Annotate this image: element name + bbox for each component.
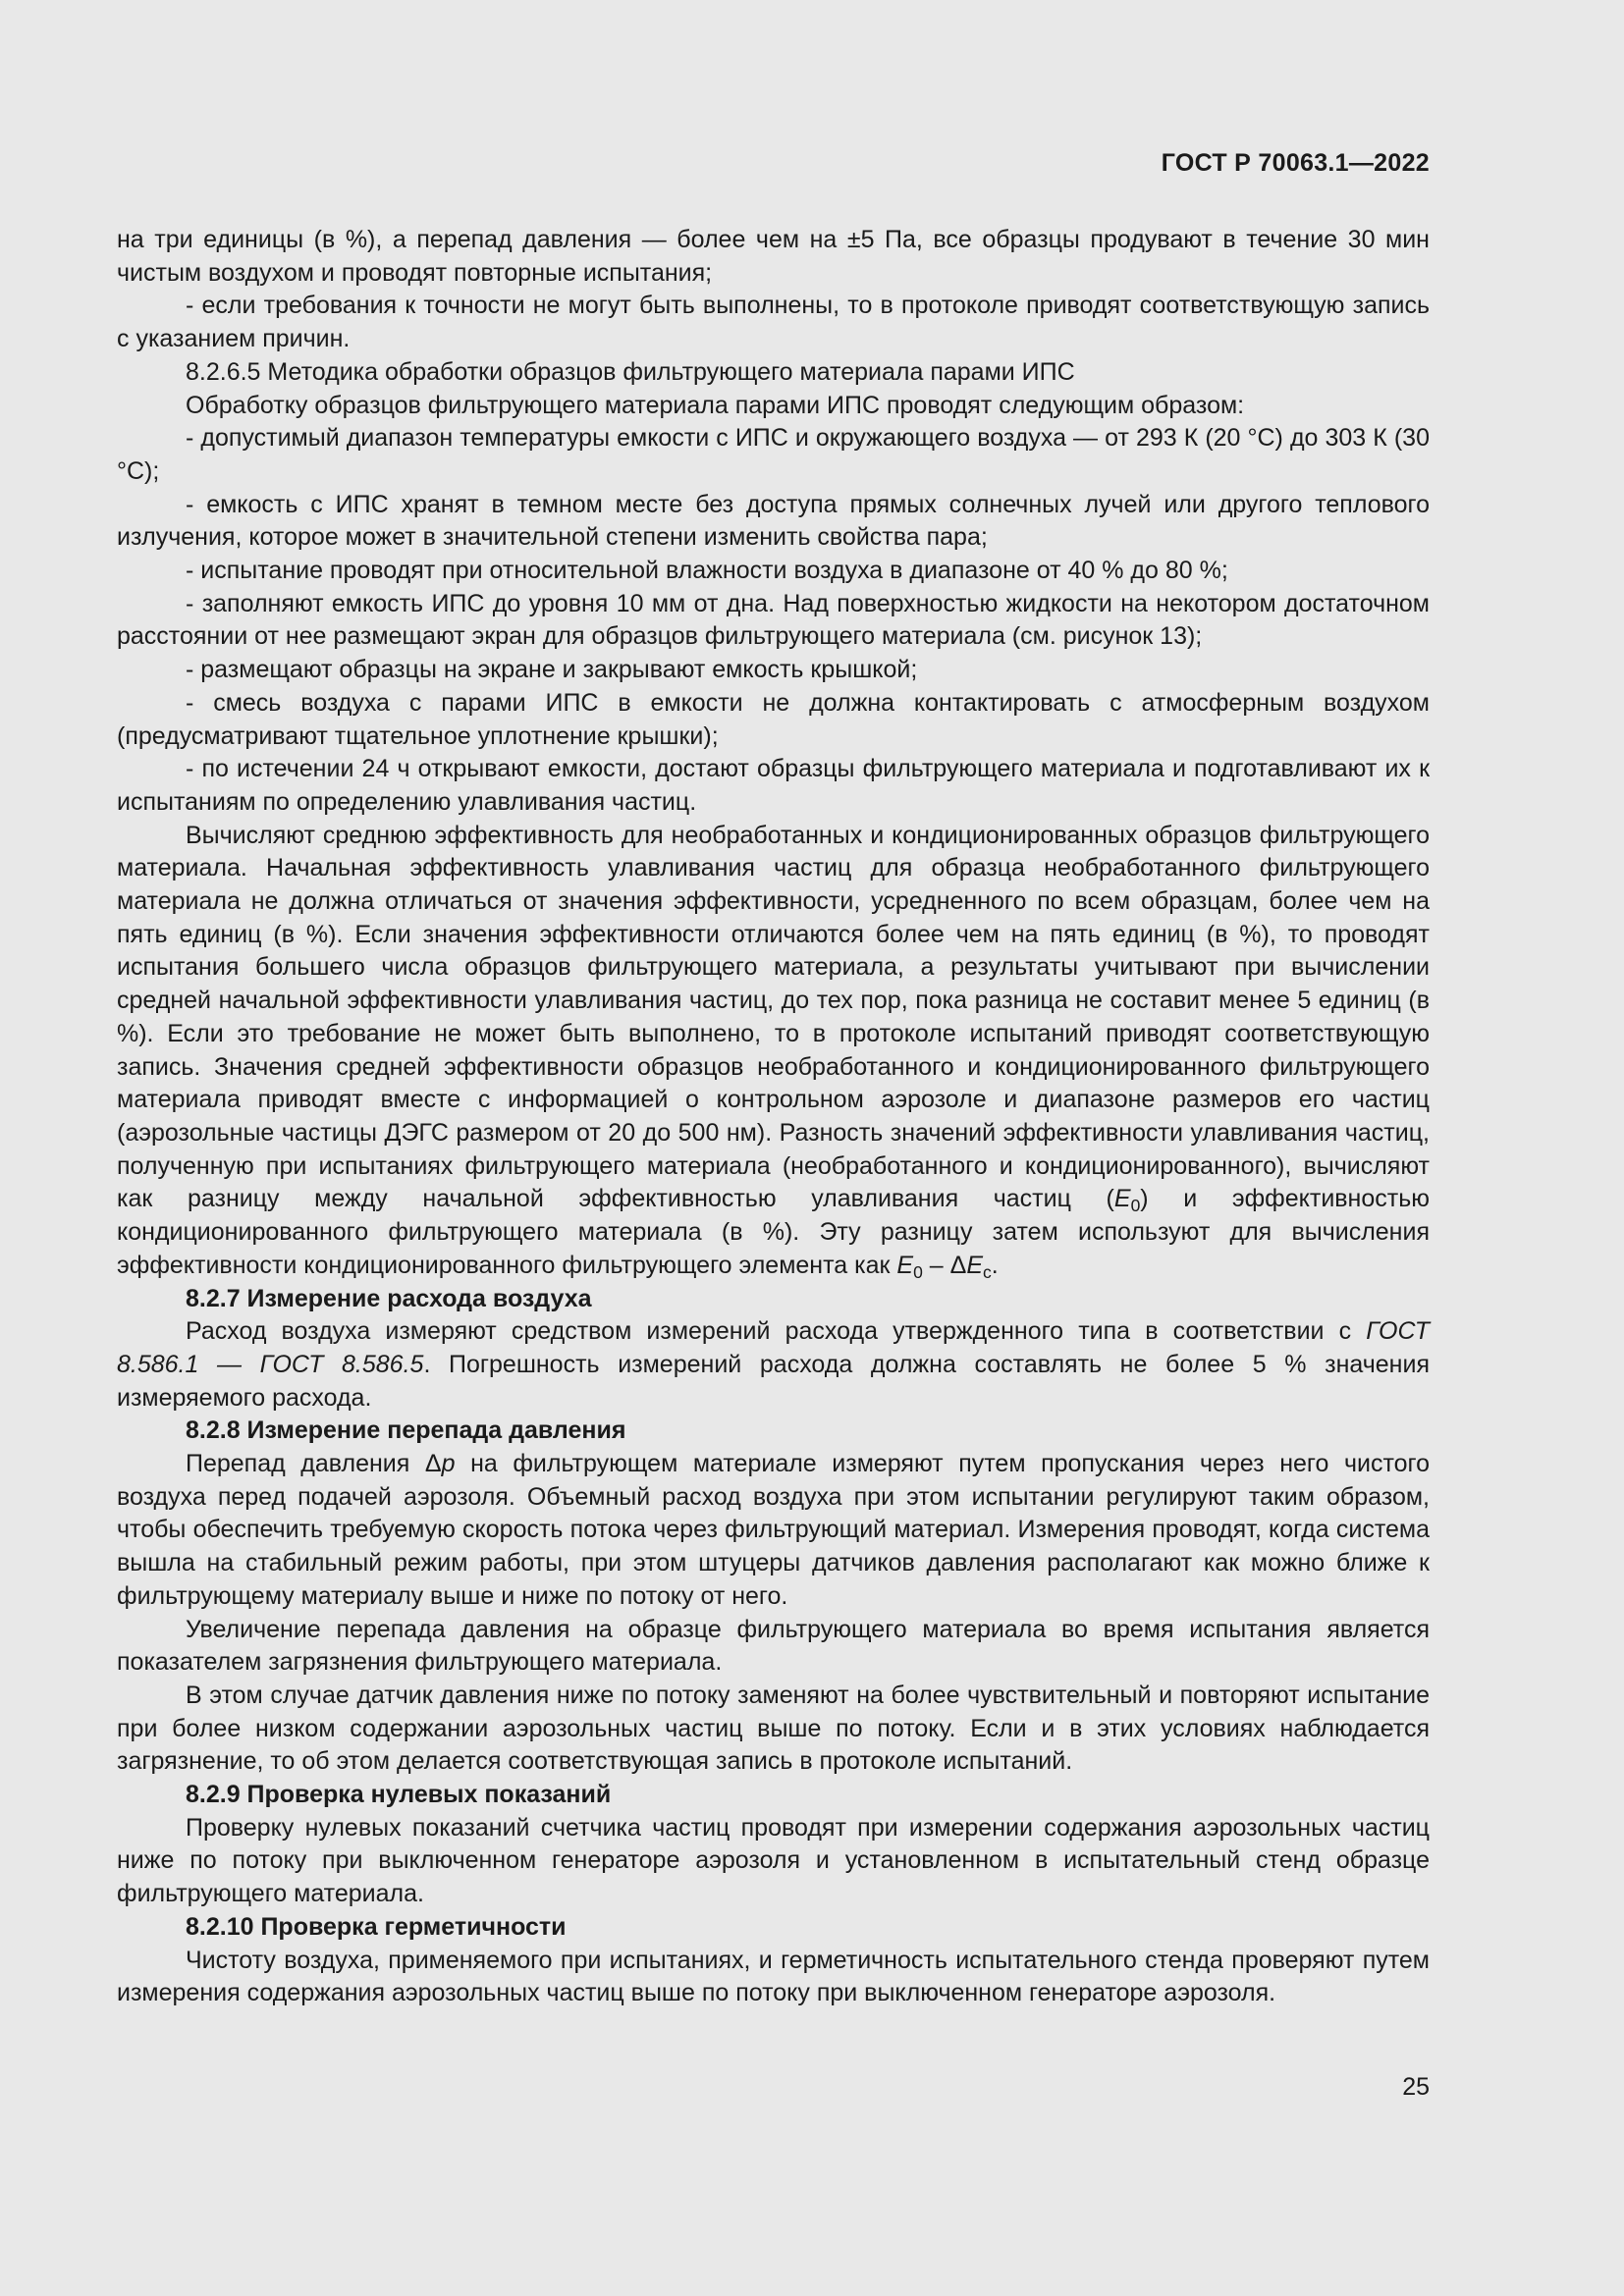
paragraph: [117, 1315, 1430, 1415]
list-item: - если требования к точности не могут быть выполнены, то в протоколе приводят соответствующую запись с указанием причин.: [117, 292, 1430, 353]
section-heading: 8.2.9 Проверка нулевых показаний: [186, 1781, 612, 1809]
text-run: ) и эффективностью кондиционированного фильтрующего материала (в %). Эту разницу затем используют для вычисления эффективности кондиционированного фильтрующего элемента как: [117, 1185, 1430, 1279]
symbol-p: p: [441, 1450, 456, 1478]
paragraph: В этом случае датчик давления ниже по потоку заменяют на более чувствительный и повторяют испытание при более низком содержании аэрозольных частиц выше по потоку. Если и в этих условиях наблюдается загрязнение, то об этом делается соответствующая запись в протоколе испытаний.: [117, 1681, 1430, 1776]
section-heading: 8.2.10 Проверка герметичности: [186, 1912, 567, 1941]
text-run: .: [991, 1251, 999, 1279]
subscript: 0: [1130, 1196, 1141, 1216]
document-id-header: ГОСТ Р 70063.1—2022: [1161, 149, 1430, 177]
paragraph: Увеличение перепада давления на образце фильтрующего материала во время испытания является показателем загрязнения фильтрующего материала.: [117, 1615, 1430, 1677]
list-item: - допустимый диапазон температуры емкости с ИПС и окружающего воздуха — от 293 К (20 °С) до 303 К (30 °С);: [117, 424, 1430, 485]
paragraph: Чистоту воздуха, применяемого при испытаниях, и герметичность испытательного стенда проверяют путем измерения содержания аэрозольных частиц выше по потоку при выключенном генераторе аэрозоля.: [117, 1946, 1430, 2007]
section-heading: 8.2.8 Измерение перепада давления: [186, 1416, 626, 1445]
subscript: c: [983, 1261, 992, 1282]
text-run: Вычисляют среднюю эффективность для необработанных и кондиционированных образцов фильтрующего материала. Начальная эффективность улавливания частиц для образца необработанного фильтрующего материала не должна отличаться от значения эффективности, усредненного по всем образцам, более чем на пять единиц (в %). Если значения эффективности отличаются более чем на пять единиц (в %), то проводят испытания большего числа образцов фильтрующего материала, а результаты учитывают при вычислении средней начальной эффективности улавливания частиц, до тех пор, пока разница не составит менее 5 единиц (в %). Если это требование не может быть выполнено, то в протоколе испытаний приводят соответствующую запись. Значения средней эффективности образцов необработанного и кондиционированного фильтрующего материала приводят вместе с информацией о контрольном аэрозоле и диапазоне размеров его частиц (аэрозольные частицы ДЭГС размером от 20 до 500 нм). Разность значений эффективности улавливания частиц, полученную при испытаниях фильтрующего материала (необработанного и кондиционированного), вычисляют как разницу между начальной эффективностью улавливания частиц (: [117, 821, 1430, 1213]
page-number: 25: [1402, 2073, 1430, 2101]
paragraph: Обработку образцов фильтрующего материала парами ИПС проводят следующим образом:: [186, 391, 1245, 419]
symbol-e: E: [966, 1251, 983, 1279]
paragraph: [117, 1448, 1430, 1614]
paragraph: Проверку нулевых показаний счетчика частиц проводят при измерении содержания аэрозольных частиц ниже по потоку при выключенном генераторе аэрозоля и установленном в испытательный стенд образце фильтрующего материала.: [117, 1813, 1430, 1908]
symbol-e: E: [896, 1251, 914, 1279]
paragraph: на три единицы (в %), а перепад давления — более чем на ±5 Па, все образцы продувают в течение 30 мин чистым воздухом и проводят повторные испытания;: [117, 226, 1430, 287]
list-item: - заполняют емкость ИПС до уровня 10 мм от дна. Над поверхностью жидкости на некотором достаточном расстоянии от нее размещают экран для образцов фильтрующего материала (см. рисунок 13);: [117, 589, 1430, 651]
list-item: - смесь воздуха с парами ИПС в емкости не должна контактировать с атмосферным воздухом (предусматривают тщательное уплотнение крышки);: [117, 688, 1430, 750]
paragraph: [117, 820, 1430, 1283]
text-run: Расход воздуха измеряют средством измерений расхода утвержденного типа в соответствии с: [186, 1317, 1367, 1346]
list-item: - испытание проводят при относительной влажности воздуха в диапазоне от 40 % до 80 %;: [186, 557, 1228, 585]
subscript: 0: [913, 1261, 923, 1282]
standard-reference: ГОСТ 8.586.1 — ГОСТ 8.586.5: [117, 1317, 1430, 1378]
text-run: – Δ: [922, 1251, 967, 1279]
list-item: - размещают образцы на экране и закрывают емкость крышкой;: [186, 656, 918, 684]
section-heading: 8.2.7 Измерение расхода воздуха: [186, 1284, 592, 1312]
subsection-title: 8.2.6.5 Методика обработки образцов фильтрующего материала парами ИПС: [186, 357, 1075, 386]
list-item: - емкость с ИПС хранят в темном месте без доступа прямых солнечных лучей или другого теплового излучения, которое может в значительной степени изменить свойства пара;: [117, 490, 1430, 552]
symbol-e: E: [1113, 1185, 1131, 1213]
list-item: - по истечении 24 ч открывают емкости, достают образцы фильтрующего материала и подготавливают их к испытаниям по определению улавливания частиц.: [117, 755, 1430, 816]
text-run: Перепад давления Δ: [186, 1450, 442, 1478]
text-run: . Погрешность измерений расхода должна составлять не более 5 % значения измеряемого расхода.: [117, 1350, 1430, 1412]
text-run: на фильтрующем материале измеряют путем пропускания через него чистого воздуха перед подачей аэрозоля. Объемный расход воздуха при этом испытании регулируют таким образом, чтобы обеспечить требуемую скорость потока через фильтрующий материал. Измерения проводят, когда система вышла на стабильный режим работы, при этом штуцеры датчиков давления располагают как можно ближе к фильтрующему материалу выше и ниже по потоку от него.: [117, 1450, 1430, 1610]
document-body: [117, 224, 1430, 2010]
